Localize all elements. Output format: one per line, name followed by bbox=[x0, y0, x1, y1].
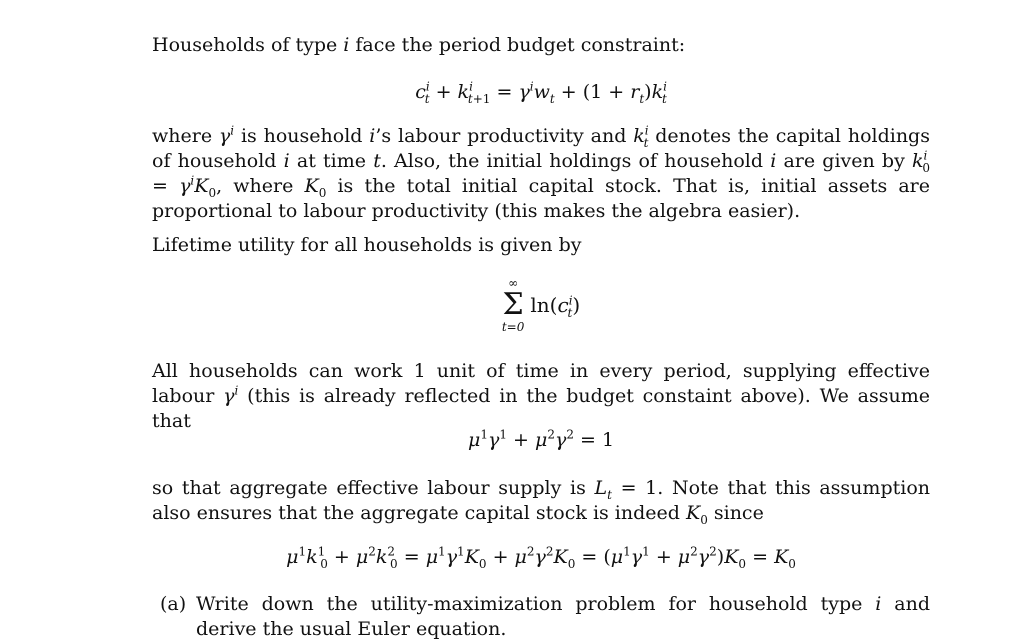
p3-text: Lifetime utility for all households is given by bbox=[152, 234, 582, 256]
labour-normalization-equation: $\mu^1\gamma^1 + \mu^2\gamma^2 = 1$ bbox=[467, 427, 615, 451]
intro-paragraph bbox=[152, 33, 930, 58]
aggregate-capital-equation: $\mu^1k^1_0 + \mu^2k^2_0 = \mu^1\gamma^1K_0 + \mu^2\gamma^2K_0 = (\mu^1\gamma^1 + \mu^2\gamma^2)K_0 = K_0$ bbox=[286, 544, 796, 571]
labour-supply-paragraph: All households can work 1 unit of time in every period, supplying effective labour $\gamma^i$ (this is already reflected in the budget constaint above). We assume that bbox=[152, 360, 930, 432]
question-a-text: Write down the utility-maximization problem for household type i and derive the usual Euler equation. bbox=[196, 593, 930, 640]
question-a-label: (a) bbox=[160, 593, 187, 615]
budget-constraint-equation: $c^i_t + k^i_{t+1} = \gamma^iw_t + (1 + r_t)k^i_t$ bbox=[415, 79, 667, 106]
aggregate-capital-paragraph: so that aggregate effective labour supply is $L_t = 1$. Note that this assumption also ensures that the aggregate capital stock is indeed $K_0$ since bbox=[152, 477, 930, 527]
utility-intro-paragraph bbox=[152, 233, 930, 258]
lifetime-utility-equation: ∞ Σ t=0 $\ln(c^i_t)$ bbox=[501, 276, 581, 334]
productivity-paragraph: where $\gamma^i$ is household i’s labour productivity and $k^i_t$ denotes the capital holdings of household i at time t. Also, the initial holdings of household i are given by $k^i_0 = \gamma^iK_0$, where $K_0$ is the total initial capital stock. That is, initial assets are proportional to labour productivity (this makes the algebra easier). bbox=[152, 123, 930, 222]
p1-text: Households of type i face the period budget constraint: bbox=[152, 34, 686, 56]
sigma-symbol: ∞ Σ t=0 bbox=[501, 276, 525, 334]
question-a bbox=[152, 592, 930, 642]
